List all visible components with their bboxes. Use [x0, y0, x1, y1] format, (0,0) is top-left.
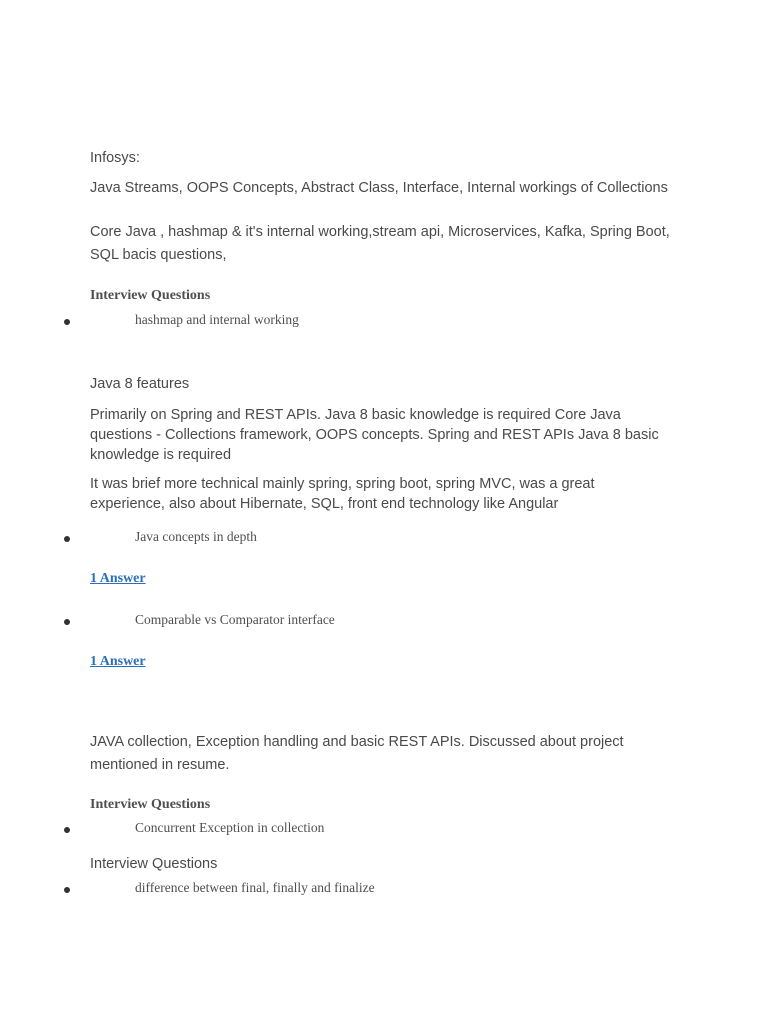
answer-link-1[interactable]: 1 Answer: [90, 571, 146, 586]
experience-paragraph: It was brief more technical mainly spring, spring boot, spring MVC, was a great experience, also about Hibernate, SQL, front end technology like Angular: [90, 476, 595, 512]
question-item-4: Concurrent Exception in collection: [135, 820, 325, 835]
spring-rest-paragraph: Primarily on Spring and REST APIs. Java 8 basic knowledge is required Core Java questions - Collections framework, OOPS concepts. Spring and REST APIs Java 8 basic knowledge is required: [90, 407, 659, 463]
question-item-2: Java concepts in depth: [135, 529, 257, 544]
interview-questions-heading-1: Interview Questions: [90, 288, 211, 303]
interview-questions-heading-2: Interview Questions: [90, 797, 211, 812]
question-item-5: difference between final, finally and finalize: [135, 880, 375, 895]
bullet-icon: [64, 319, 70, 325]
java8-paragraph: Java 8 features: [90, 376, 190, 392]
bullet-icon: [64, 619, 70, 625]
topics-paragraph-2: Core Java , hashmap & it's internal working,stream api, Microservices, Kafka, Spring Boot, SQL bacis questions,: [90, 224, 670, 263]
collection-paragraph: JAVA collection, Exception handling and basic REST APIs. Discussed about project mentioned in resume.: [90, 734, 624, 773]
answer-link-2[interactable]: 1 Answer: [90, 654, 146, 669]
question-item-1: hashmap and internal working: [135, 312, 299, 327]
topics-paragraph-1: Java Streams, OOPS Concepts, Abstract Class, Interface, Internal workings of Collections: [90, 180, 668, 196]
question-item-3: Comparable vs Comparator interface: [135, 612, 335, 627]
bullet-icon: [64, 827, 70, 833]
bullet-icon: [64, 887, 70, 893]
bullet-icon: [64, 536, 70, 542]
interview-questions-heading-3: Interview Questions: [90, 856, 218, 872]
company-label: Infosys:: [90, 150, 140, 166]
